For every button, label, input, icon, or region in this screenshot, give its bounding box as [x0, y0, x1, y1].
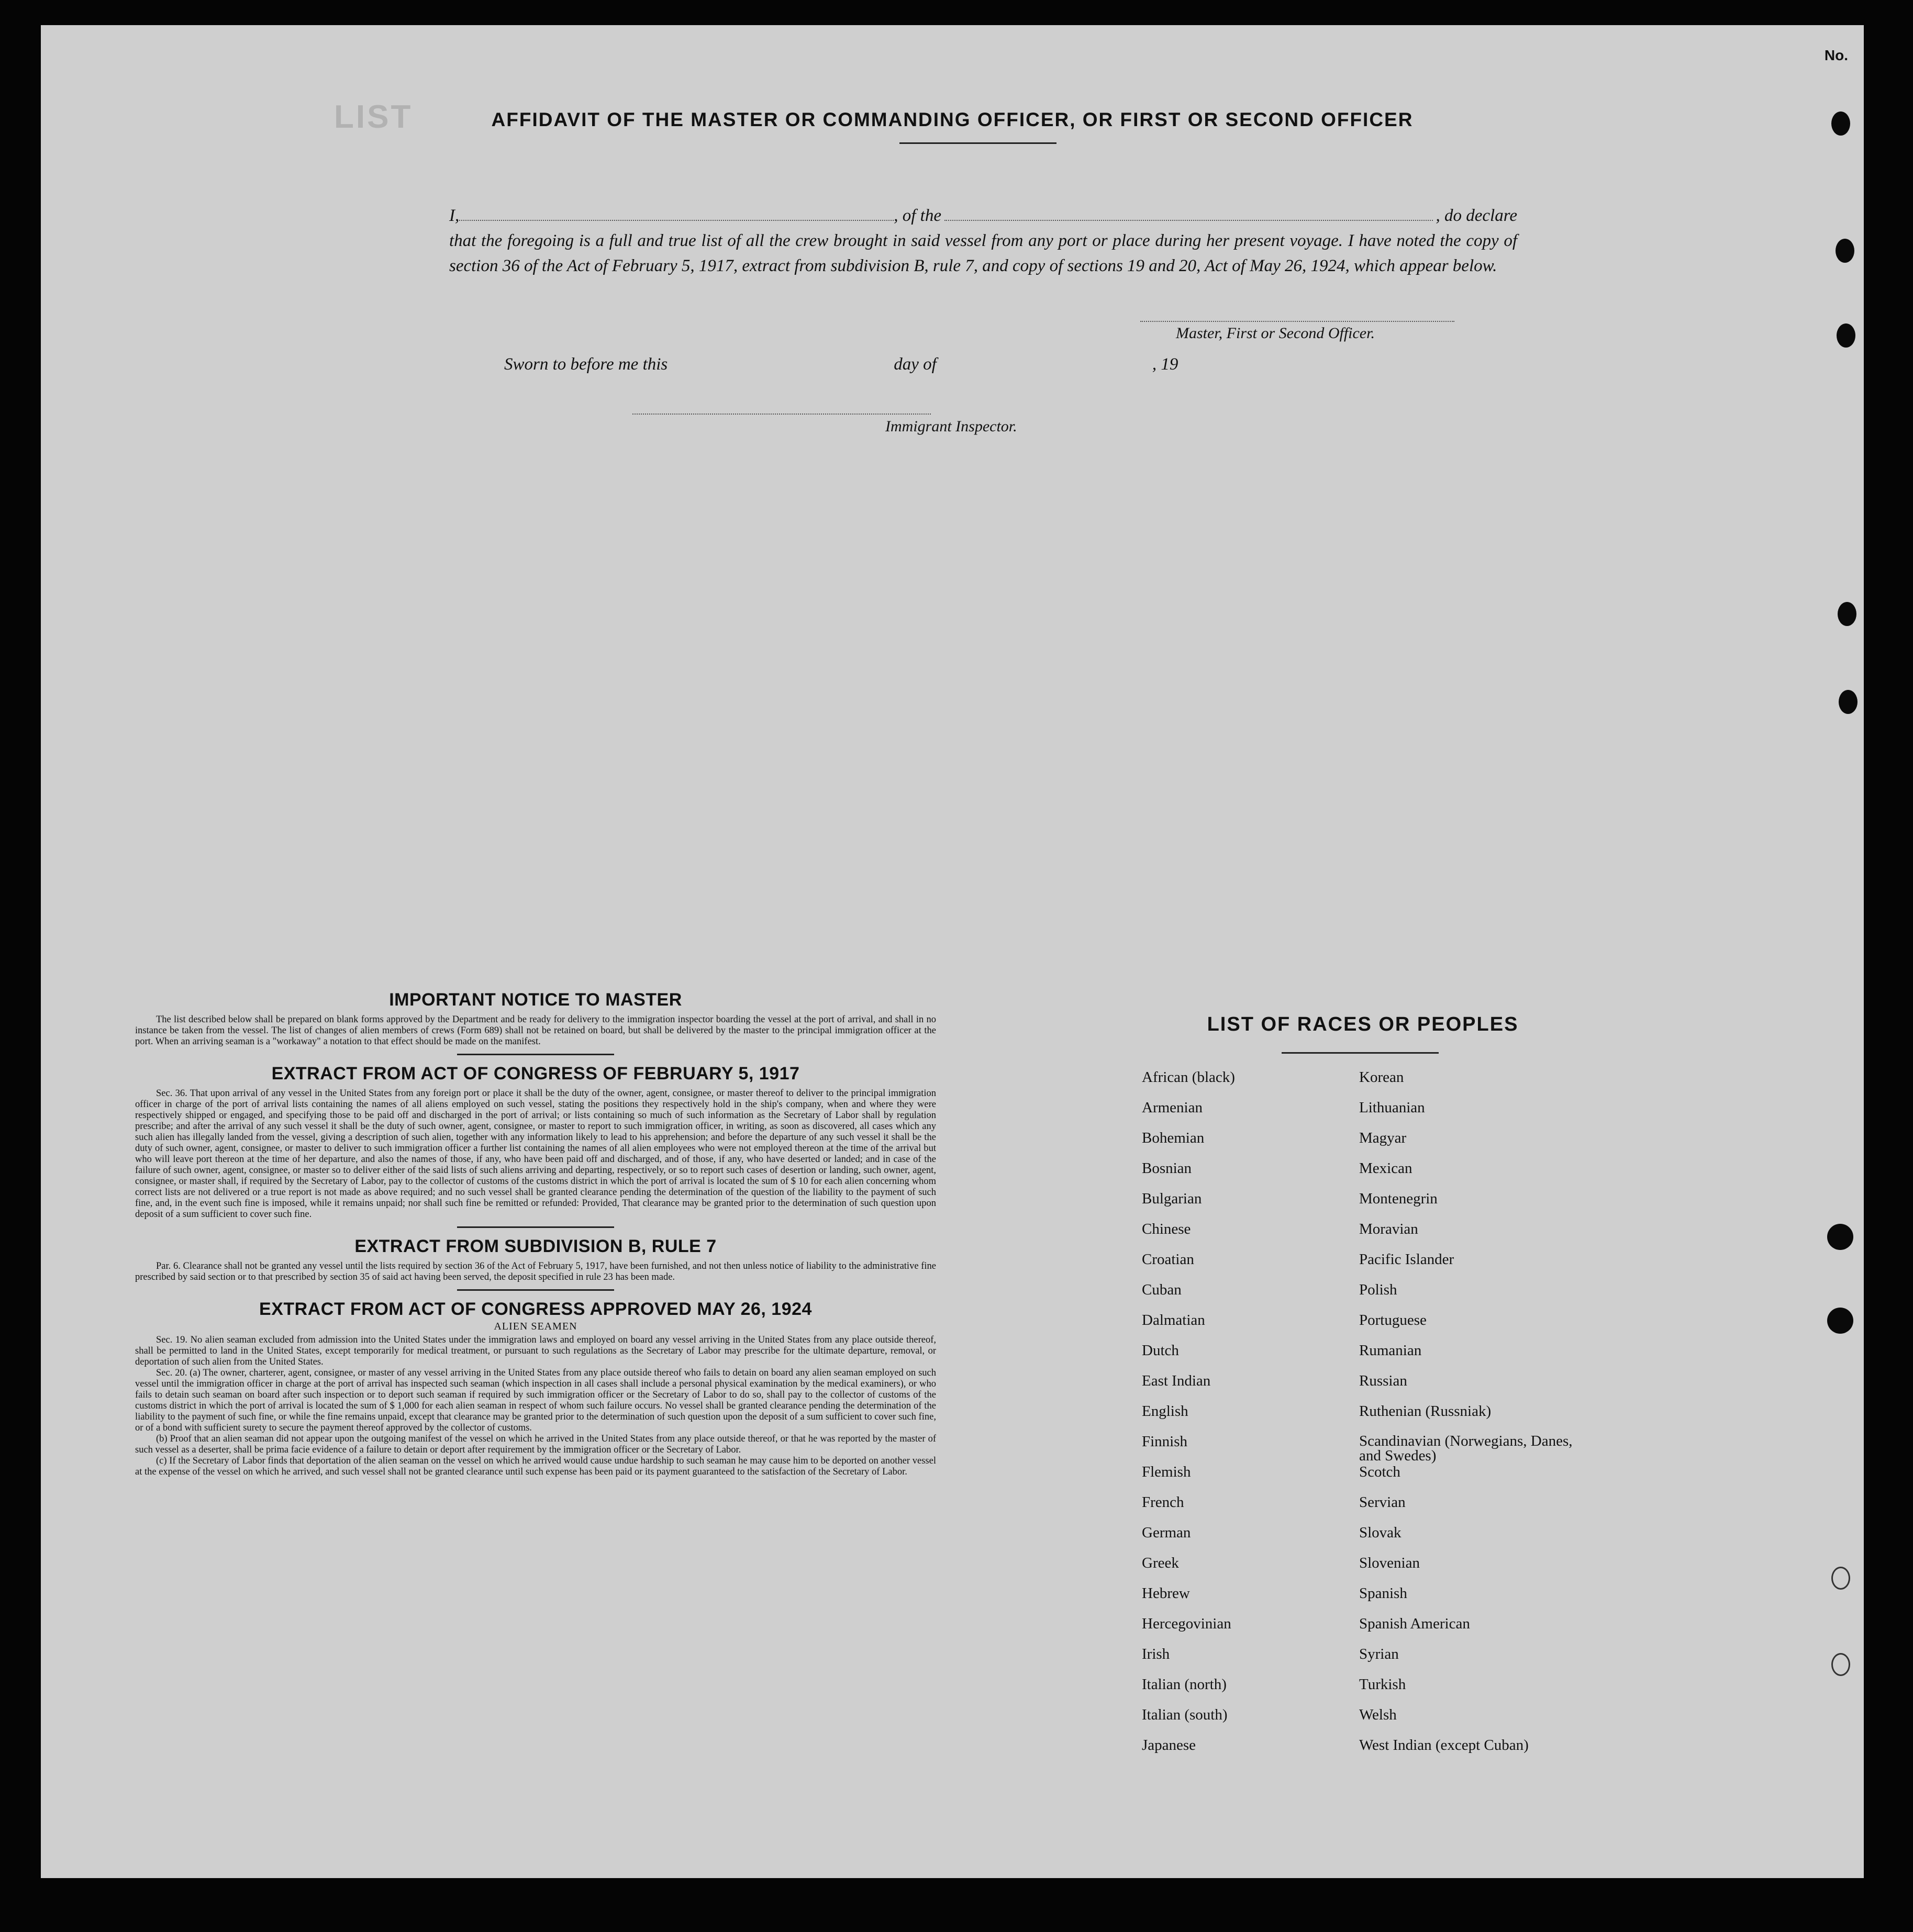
race-item: Croatian — [1142, 1251, 1194, 1268]
declaration-line — [449, 203, 1517, 228]
divider — [457, 1054, 614, 1055]
divider — [457, 1289, 614, 1291]
race-item: Servian — [1359, 1494, 1406, 1511]
notice-title: IMPORTANT NOTICE TO MASTER — [389, 990, 682, 1010]
race-item: Dalmatian — [1142, 1312, 1205, 1328]
extract-1924-sec20c: (c) If the Secretary of Labor finds that deportation of the alien seaman on the vessel on which he arrived would cause undue hardship to such seaman he may cause him to be deported on another vessel at the expense of the vessel on which he arrived, and such vessel shall not be granted clearance until such expense has been paid or its payment guaranteed to the satisfaction of the Secretary of Labor. — [135, 1456, 936, 1477]
race-item: Spanish — [1359, 1585, 1407, 1602]
punch-hole-icon — [1839, 690, 1858, 714]
extract-rule7-text: Par. 6. Clearance shall not be granted any vessel until the lists required by section 36 of the Act of February 5, 1917, have been furnished, and not then unless notice of liability to the administrative fine prescribed by said section or to that prescribed by section 35 of said act having been served, the deposit specified in rule 23 has been made. — [135, 1261, 936, 1282]
race-item: Bulgarian — [1142, 1190, 1202, 1207]
title-divider — [899, 142, 1056, 144]
race-item: Montenegrin — [1359, 1190, 1438, 1207]
form-number-label: No. — [1824, 47, 1848, 63]
race-item: Welsh — [1359, 1706, 1397, 1723]
race-item: Irish — [1142, 1646, 1170, 1662]
extract-1924-title: EXTRACT FROM ACT OF CONGRESS APPROVED MAY 26, 1924 — [259, 1299, 812, 1319]
races-divider — [1282, 1052, 1439, 1054]
signature-caption: Master, First or Second Officer. — [1176, 325, 1375, 342]
race-item: Cuban — [1142, 1281, 1182, 1298]
form-page — [41, 25, 1864, 1878]
affidavit-title: AFFIDAVIT OF THE MASTER OR COMMANDING OFFICER, OR FIRST OR SECOND OFFICER — [491, 109, 1414, 130]
vessel-field[interactable] — [944, 204, 1433, 221]
races-right-column — [1359, 1069, 1589, 1768]
race-item: Japanese — [1142, 1737, 1196, 1754]
race-item: Greek — [1142, 1555, 1179, 1571]
race-item: Rumanian — [1359, 1342, 1422, 1359]
race-item: Italian (south) — [1142, 1706, 1228, 1723]
race-item: Armenian — [1142, 1099, 1203, 1116]
race-item: Turkish — [1359, 1676, 1406, 1693]
race-item: Slovenian — [1359, 1555, 1420, 1571]
race-item: Polish — [1359, 1281, 1397, 1298]
race-item: Mexican — [1359, 1160, 1412, 1177]
affidavit-block — [449, 203, 1517, 278]
race-item: Chinese — [1142, 1221, 1191, 1237]
punch-hole-icon — [1836, 239, 1854, 263]
punch-hole-icon — [1838, 602, 1856, 626]
race-item: West Indian (except Cuban) — [1359, 1737, 1529, 1754]
race-item: Lithuanian — [1359, 1099, 1425, 1116]
race-item: French — [1142, 1494, 1184, 1511]
extract-1917-text: Sec. 36. That upon arrival of any vessel in the United States from any foreign port or place it shall be the duty of the owner, agent, consignee, or master thereof to deliver to the principal immigration officer in charge of the port of arrival lists containing the names of all aliens employed on such vessel, stating the positions they respectively hold in the ship's company, when and where they were respectively shipped or engaged, and specifying those to be paid off and discharged in the port of arrival; or lists containing so much of such information as the Secretary of Labor shall by regulation prescribe; and after the arrival of any such vessel it shall be the duty of such owner, agent, consignee, or master to report to such immigration officer, in writing, as soon as discovered, all cases which any such alien has illegally landed from the vessel, giving a description of such alien, together with any information likely to lead to his apprehension; and before the departure of any such vessel it shall be the duty of such owner, agent, consignee, or master to deliver to such immigration officer a further list containing the names of all alien employees who were not employed thereon at the time of the arrival but who will leave port thereon at the time of her departure, and also the names of those, if any, who have been paid off and discharged, and of those, if any, who have deserted or landed; and in case of the failure of such owner, agent, consignee, or master so to deliver either of the said lists of such aliens arriving and departing, respectively, or so to report such cases of desertion or landing, such owner, agent, consignee, or master shall, if required by the Secretary of Labor, pay to the collector of customs of the customs district in which the port of arrival is located the sum of $ 10 for each alien concerning whom correct lists are not delivered or a true report is not made as above required; and no such vessel shall be granted clearance pending the determination of the question of the liability to the payment of such fine, and, in the event such fine is imposed, while it remains unpaid; nor shall such fine be remitted or refunded: Provided, That clearance may be granted prior to the determination of such question upon deposit of a sum sufficient to cover such fine. — [135, 1088, 936, 1220]
inspector-caption: Immigrant Inspector. — [885, 418, 1017, 435]
race-item: Portuguese — [1359, 1312, 1427, 1328]
race-item: Finnish — [1142, 1433, 1188, 1450]
race-item: Scotch — [1359, 1464, 1400, 1480]
punch-hole-icon — [1831, 1653, 1850, 1676]
extract-1924-sec20a: Sec. 20. (a) The owner, charterer, agent, consignee, or master of any vessel arriving in the United States from any place outside thereof who fails to detain on board any alien seaman employed on such vessel until the immigration officer in charge at the port of arrival has inspected such seaman (which inspection in all cases shall include a personal physical examination by the medical examiners), or who fails to detain such seaman on board after such inspection or to deport such seaman if required by such immigration officer or the Secretary of Labor to do so, shall pay to the collector of customs of the customs district in which the port of arrival is located the sum of $ 1,000 for each alien seaman in respect of whom such failure occurs. No vessel shall be granted clearance pending the determination of the liability to the payment of such fine, or while the fine remains unpaid, except that clearance may be granted prior to the determination of such question upon the deposit of a sum sufficient to cover such fine, or of a bond with sufficient surety to secure the payment thereof approved by the collector of customs. — [135, 1368, 936, 1433]
affidavit-body: that the foregoing is a full and true list of all the crew brought in said vessel from any port or place during her present voyage. I have noted the copy of section 36 of the Act of February 5, 1917, extract from subdivision B, rule 7, and copy of sections 19 and 20, Act of May 26, 1924, which appear below. — [449, 231, 1517, 275]
sworn-day-of: day of — [894, 355, 937, 374]
race-item: Scandinavian (Norwegians, Danes, and Swedes) — [1359, 1433, 1573, 1464]
race-item: Ruthenian (Russniak) — [1359, 1403, 1492, 1420]
extract-rule7-title: EXTRACT FROM SUBDIVISION B, RULE 7 — [354, 1236, 717, 1256]
race-item: Russian — [1359, 1372, 1407, 1389]
race-item: Spanish American — [1359, 1615, 1470, 1632]
notice-section — [135, 990, 936, 1478]
race-item: Pacific Islander — [1359, 1251, 1454, 1268]
sworn-year: , 19 — [1152, 355, 1178, 374]
races-title: LIST OF RACES OR PEOPLES — [1207, 1013, 1519, 1035]
race-item: Slovak — [1359, 1524, 1402, 1541]
race-item: English — [1142, 1403, 1188, 1420]
signature-line[interactable] — [1140, 321, 1454, 322]
races-left-column — [1142, 1069, 1235, 1768]
race-item: Dutch — [1142, 1342, 1179, 1359]
notice-text: The list described below shall be prepared on blank forms approved by the Department and be ready for delivery to the immigration inspector boarding the vessel at the port of arrival, and shall in no instance be taken from the vessel. The list of changes of alien members of crews (Form 689) shall not be retained on board, but shall be delivered by the master to the principal immigration officer at the port. When an arriving seaman is a "workaway" a notation to that effect should be made on the manifest. — [135, 1014, 936, 1047]
race-item: East Indian — [1142, 1372, 1211, 1389]
punch-hole-icon — [1837, 323, 1855, 348]
declaration-of-the: , of the — [894, 206, 941, 225]
punch-hole-icon — [1831, 1567, 1850, 1590]
race-item: Hercegovinian — [1142, 1615, 1231, 1632]
race-item: Magyar — [1359, 1130, 1407, 1146]
race-item: Syrian — [1359, 1646, 1399, 1662]
extract-1917-title: EXTRACT FROM ACT OF CONGRESS OF FEBRUARY 5, 1917 — [271, 1064, 800, 1084]
extract-1924-sec20b: (b) Proof that an alien seaman did not appear upon the outgoing manifest of the vessel on which he arrived in the United States from any place outside thereof, or that he was reported by the master of such vessel as a deserter, shall be prima facie evidence of a failure to detain or deport after requirement by the immigration officer or the Secretary of Labor. — [135, 1434, 936, 1455]
race-item: African (black) — [1142, 1069, 1235, 1086]
divider — [457, 1226, 614, 1228]
race-item: Flemish — [1142, 1464, 1191, 1480]
extract-1924-sec19: Sec. 19. No alien seaman excluded from admission into the United States under the immigration laws and employed on board any vessel arriving in the United States from any place outside thereof, shall be permitted to land in the United States, except temporarily for medical treatment, or pursuant to such regulations as the Secretary of Labor may prescribe for the ultimate departure, removal, or deportation of such alien from the United States. — [135, 1335, 936, 1367]
name-field[interactable] — [459, 204, 894, 221]
sworn-label: Sworn to before me this — [504, 355, 668, 374]
punch-hole-icon — [1831, 111, 1850, 136]
inspector-signature-line[interactable] — [632, 414, 931, 415]
race-item: Hebrew — [1142, 1585, 1190, 1602]
race-item: Bosnian — [1142, 1160, 1192, 1177]
punch-hole-icon — [1827, 1224, 1853, 1250]
bleed-through-heading: LIST — [334, 99, 413, 135]
extract-1924-subtitle: ALIEN SEAMEN — [494, 1321, 577, 1332]
race-item: Italian (north) — [1142, 1676, 1227, 1693]
declaration-do-declare: , do declare — [1436, 206, 1517, 225]
race-item: German — [1142, 1524, 1191, 1541]
race-item: Moravian — [1359, 1221, 1418, 1237]
punch-hole-icon — [1827, 1308, 1853, 1334]
sworn-line — [504, 355, 1227, 374]
race-item: Korean — [1359, 1069, 1404, 1086]
declaration-i: I, — [449, 206, 460, 225]
race-item: Bohemian — [1142, 1130, 1205, 1146]
